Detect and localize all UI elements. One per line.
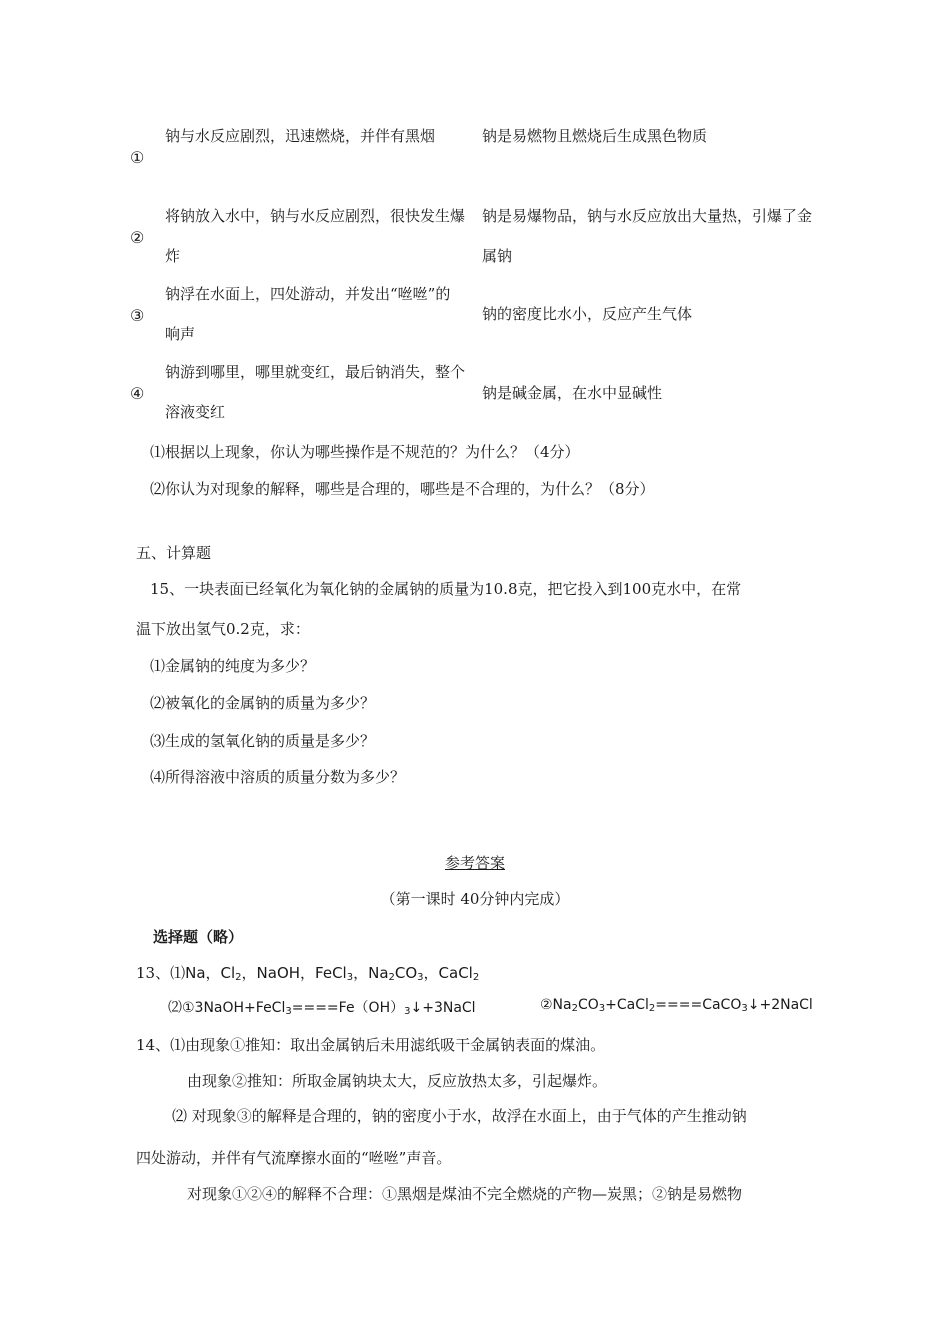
- formula: Na，$Cl_2$，NaOH，FeCl$_3$，$Na_2CO_3$，CaCl$_2$: [185, 964, 480, 983]
- answer-14-line: 14、⑴由现象①推知：取出金属钠后未用滤纸吸干金属钠表面的煤油。: [136, 1036, 606, 1054]
- answer-14-line: 由现象②推知：所取金属钠块太大，反应放热太多，引起爆炸。: [187, 1072, 608, 1090]
- row-number: ④: [130, 384, 145, 403]
- row-number: ③: [130, 306, 145, 325]
- explanation-cell: 钠是碱金属，在水中显碱性: [482, 384, 663, 402]
- answer-13: [136, 962, 479, 983]
- q15-text-cont: 温下放出氢气0.2克，求：: [136, 620, 310, 638]
- q15-item: ⑴金属钠的纯度为多少？: [150, 657, 316, 675]
- q15-text: 15、一块表面已经氧化为氧化钠的金属钠的质量为10.8克，把它投入到100克水中，在常: [150, 580, 742, 598]
- explanation-cell: 钠的密度比水小，反应产生气体: [482, 305, 693, 323]
- phenomenon-cell: 钠与水反应剧烈，迅速燃烧，并伴有黑烟: [165, 127, 436, 145]
- choice-answer: 选择题（略）: [153, 928, 244, 946]
- row-number: ①: [130, 148, 145, 167]
- section-heading: 五、计算题: [136, 544, 212, 562]
- phenomenon-cell: 钠游到哪里，哪里就变红，最后钠消失，整个溶液变红: [165, 363, 466, 421]
- q15-item: ⑶生成的氢氧化钠的质量是多少？: [150, 732, 376, 750]
- q15-item: ⑵被氧化的金属钠的质量为多少？: [150, 694, 376, 712]
- explanation-cell: 钠是易燃物且燃烧后生成黑色物质: [482, 127, 708, 145]
- q15-item: ⑷所得溶液中溶质的质量分数为多少？: [150, 768, 406, 786]
- answers-title: 参考答案: [444, 854, 505, 872]
- answers-subtitle: （第一课时 40分钟内完成）: [380, 890, 570, 908]
- phenomenon-cell: 钠浮在水面上，四处游动，并发出“咝咝”的响声: [165, 285, 451, 343]
- answer-13-label: 13、⑴: [136, 964, 186, 982]
- row-number: ②: [130, 228, 145, 247]
- phenomenon-cell: 将钠放入水中，钠与水反应剧烈，很快发生爆炸: [165, 207, 466, 265]
- explanation-cell: 钠是易爆物品，钠与水反应放出大量热，引爆了金属钠: [482, 207, 813, 265]
- q14-sub1: ⑴根据以上现象，你认为哪些操作是不规范的？为什么？（4分）: [150, 443, 580, 461]
- equation-1: $⑵①3NaOH+FeCl_3====Fe(OH)_3↓+3NaCl$: [168, 1000, 476, 1017]
- answer-14-line: 对现象①②④的解释不合理：①黑烟是煤油不完全燃烧的产物—炭黑；②钠是易燃物: [187, 1185, 743, 1203]
- equation-2: $②Na_2CO_3+CaCl_2====CaCO_3↓+2NaCl$: [540, 997, 813, 1014]
- q14-sub2: ⑵你认为对现象的解释，哪些是合理的，哪些是不合理的，为什么？（8分）: [150, 480, 655, 498]
- answer-14-line: ⑵ 对现象③的解释是合理的，钠的密度小于水，故浮在水面上，由于气体的产生推动钠: [172, 1107, 747, 1125]
- answer-14-line: 四处游动，并伴有气流摩擦水面的“咝咝”声音。: [136, 1149, 452, 1167]
